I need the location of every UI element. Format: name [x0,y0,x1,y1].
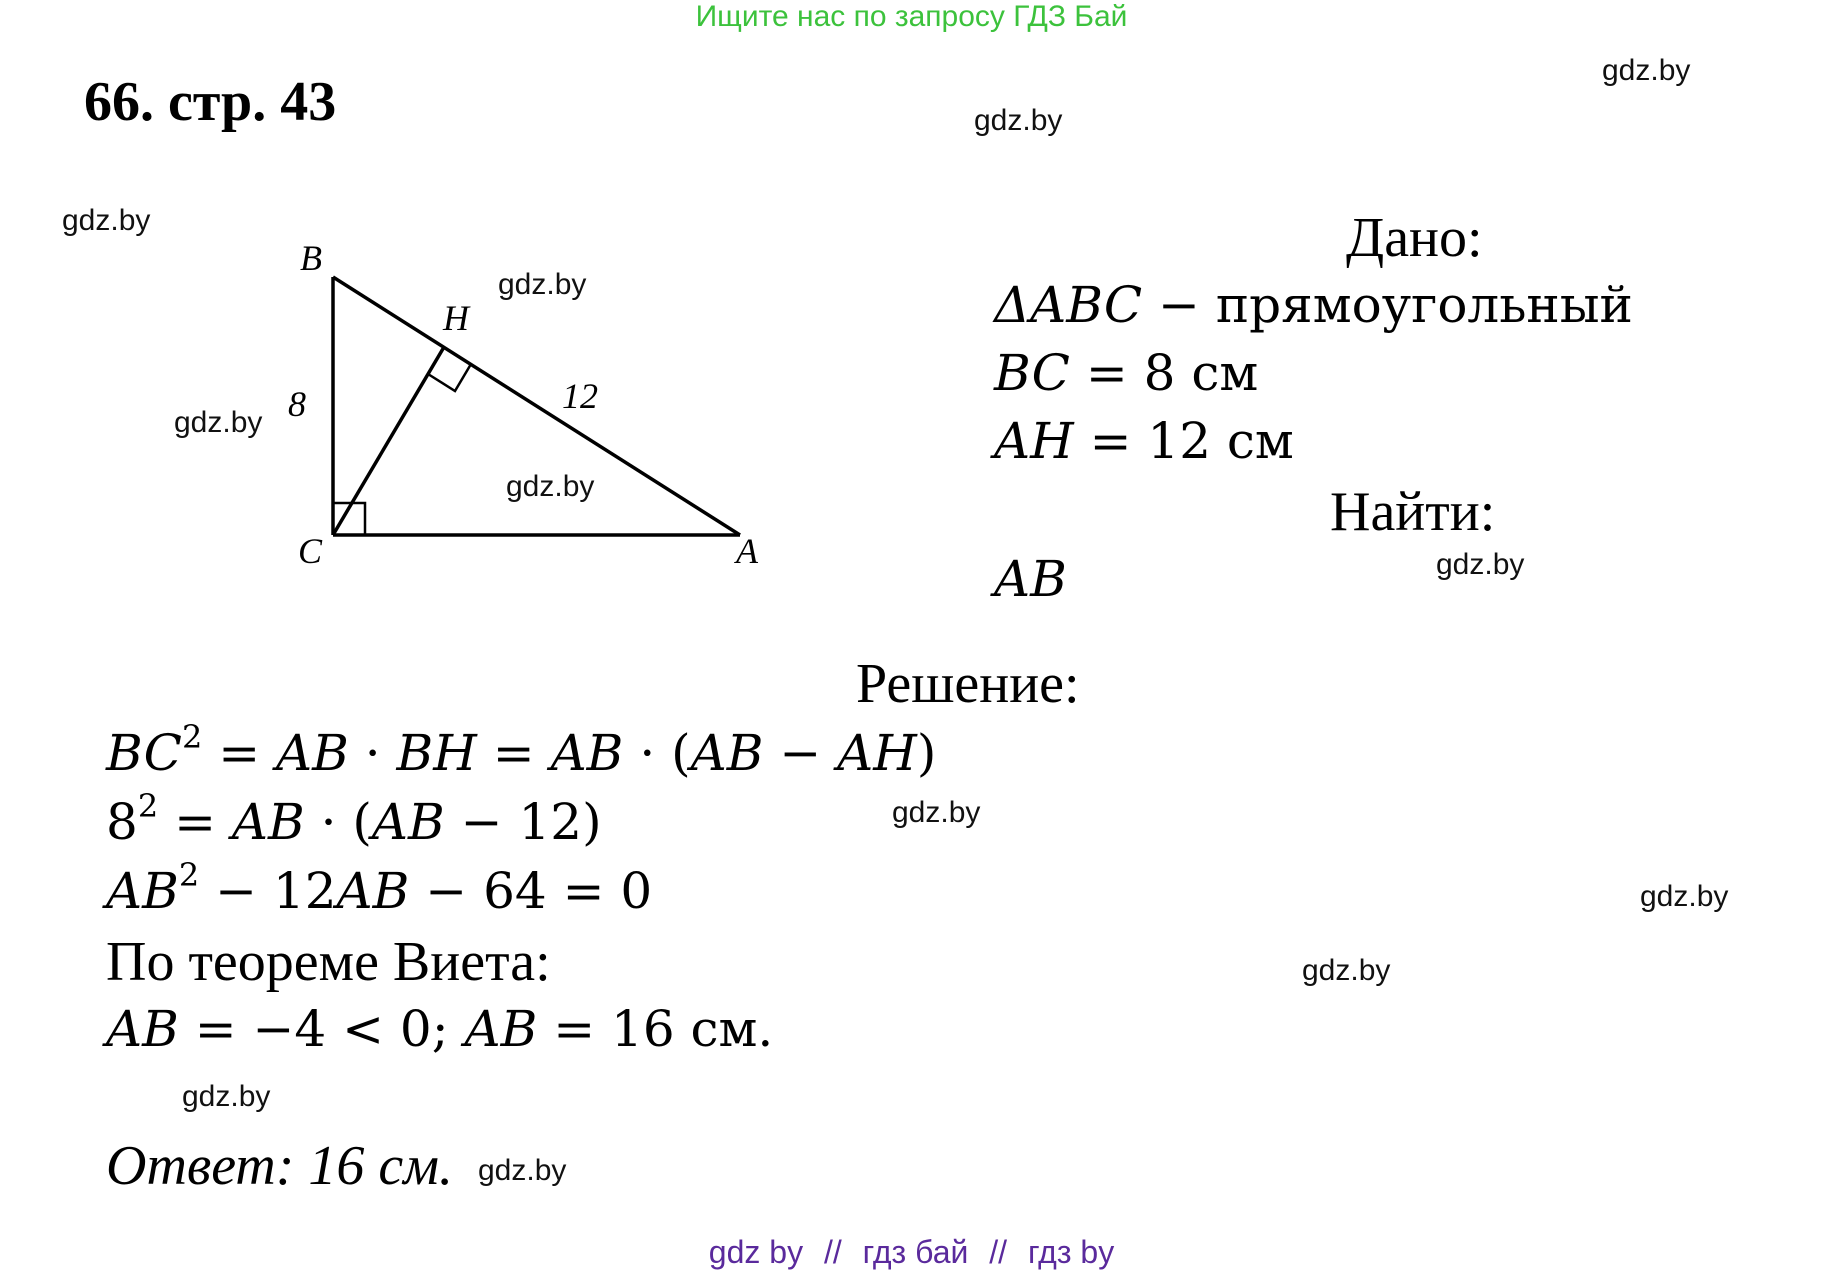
given-line-1 [994,276,1633,334]
label-b: B [300,238,322,278]
solution-line-5: AB = −4 < 0; AB = 16 см. [106,1000,774,1058]
solution-line-1: $BC^2$ = AB · BH = AB · (AB − AH) [106,718,937,782]
find-target-var: AB [994,550,1067,608]
task-title: 66. стр. 43 [84,71,337,133]
triangle-figure [280,230,800,590]
watermark: gdz.by [1640,880,1729,913]
answer: Ответ: 16 см. [106,1135,453,1197]
watermark: gdz.by [892,796,981,829]
solution-line-3: $AB^2 - 12AB - 64 = 0$ [106,856,653,920]
footer-link-gdz-bai[interactable]: гдз бай [862,1234,969,1270]
find-heading: Найти: [1330,481,1496,543]
given-line-2 [994,344,1258,402]
given-ah-var: AH [994,412,1074,470]
given-bc-var: BC [994,344,1070,402]
right-angle-mark-h [428,364,471,391]
footer-separator: // [989,1234,1008,1270]
label-h: H [443,298,469,338]
given-line-3 [994,412,1294,470]
footer-links [0,1234,1823,1271]
watermark: gdz.by [182,1080,271,1113]
watermark: gdz.by [1436,548,1525,581]
given-heading: Дано: [1346,207,1483,269]
given-ah-value: = 12 см [1073,412,1294,470]
given-triangle-desc: − прямоугольный [1142,276,1633,334]
label-a: A [736,531,758,571]
given-bc-value: = 8 см [1069,344,1259,402]
watermark: gdz.by [478,1154,567,1187]
watermark: gdz.by [62,204,151,237]
watermark: gdz.by [174,406,263,439]
watermark: gdz.by [506,470,595,503]
find-target [994,550,1067,608]
label-side-bc: 8 [288,384,306,424]
side-ba [333,277,740,535]
watermark: gdz.by [974,104,1063,137]
label-c: C [298,531,323,571]
solution-line-2: $8^2$ = AB · (AB − 12) [106,787,602,851]
footer-link-gdz-by[interactable]: gdz by [708,1234,804,1270]
altitude-ch [333,347,444,535]
watermark: gdz.by [1602,54,1691,87]
footer-link-gdz-by-2[interactable]: гдз by [1027,1234,1115,1270]
watermark: gdz.by [498,268,587,301]
footer-separator: // [823,1234,842,1270]
label-side-ah: 12 [562,376,598,416]
top-banner: Ищите нас по запросу ГДЗ Бай [695,0,1128,33]
solution-theorem-line: По теореме Виета: [106,931,551,993]
given-triangle: ΔABC [994,276,1143,334]
watermark: gdz.by [1302,954,1391,987]
solution-heading: Решение: [856,653,1080,715]
